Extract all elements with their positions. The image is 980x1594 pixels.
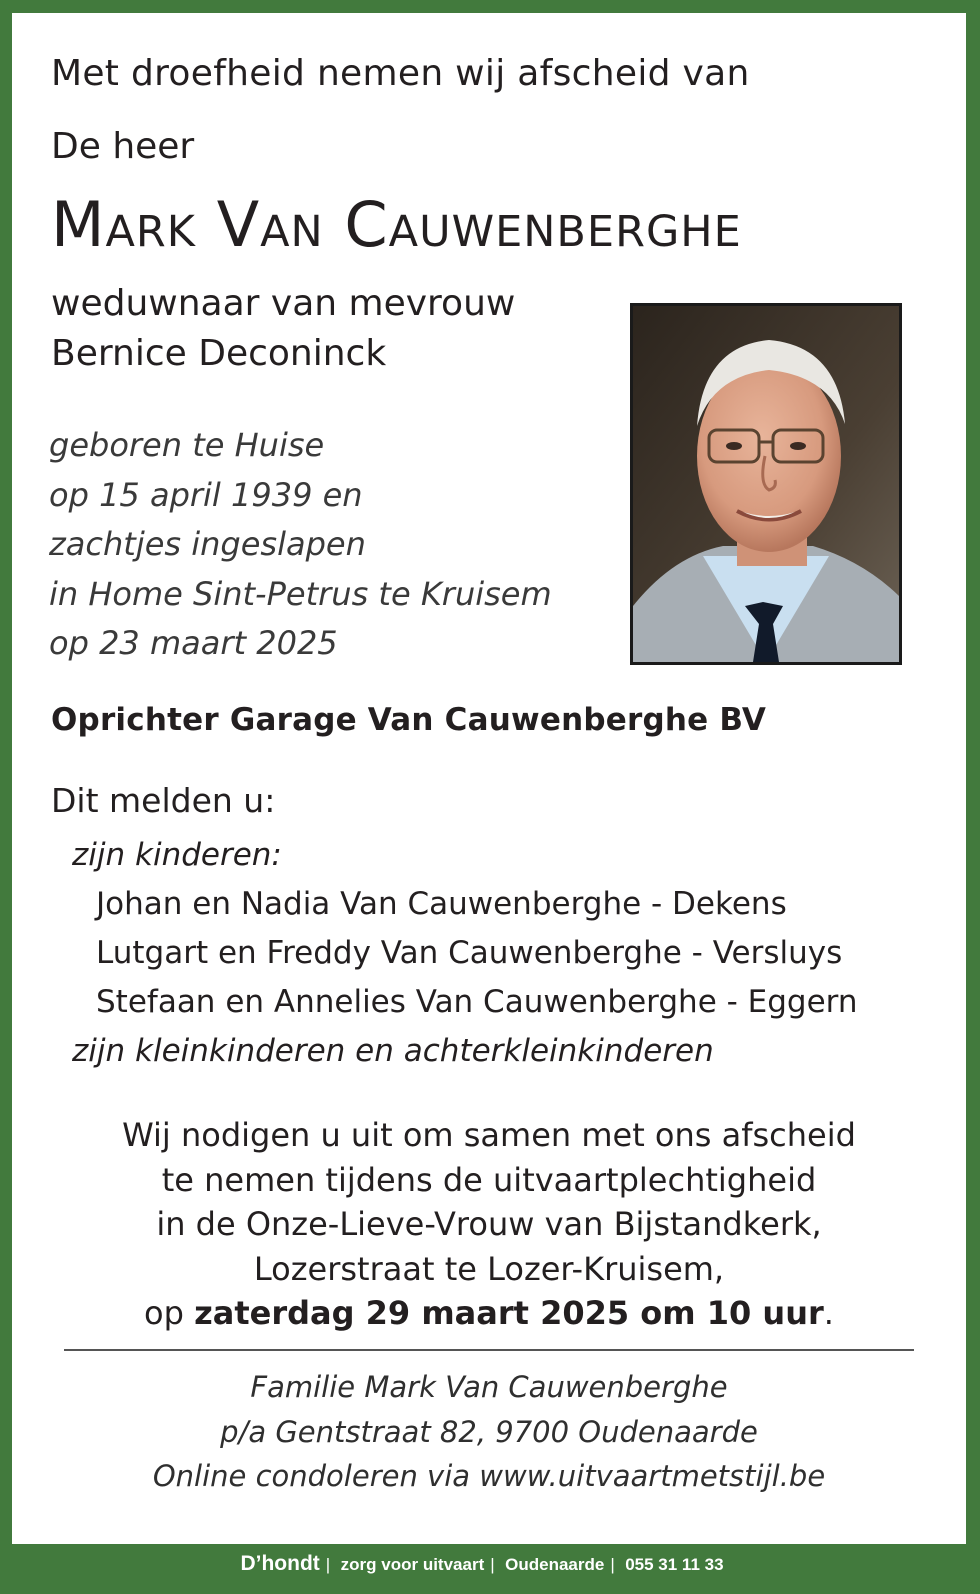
contact-online: Online condoleren via www.uitvaartmetstijl.be: [152, 1459, 826, 1493]
child-family-line: Lutgart en Freddy Van Cauwenberghe - Versluys: [96, 935, 843, 971]
invite-date: zaterdag 29 maart 2025 om 10 uur: [194, 1294, 824, 1332]
widow-line-1: weduwnaar van mevrouw: [51, 283, 516, 324]
invite-line: in de Onze-Lieve-Vrouw van Bijstandkerk,: [156, 1205, 822, 1243]
invite-line: te nemen tijdens de uitvaartplechtigheid: [161, 1160, 817, 1199]
obituary-card: [12, 13, 966, 1544]
footer-row: [0, 1552, 964, 1576]
intro-text: Met droefheid nemen wij afscheid van: [51, 53, 750, 94]
bio-line: op 15 april 1939 en: [49, 475, 363, 514]
footer-separator: |: [610, 1555, 615, 1574]
invite-date-line: [12, 1291, 966, 1336]
footer-separator: |: [325, 1555, 331, 1574]
honorific-title: De heer: [51, 126, 195, 167]
deceased-name: Mark Van Cauwenberghe: [51, 188, 742, 261]
portrait-photo: [630, 303, 902, 665]
footer-separator: |: [490, 1555, 495, 1574]
bio-line: geboren te Huise: [49, 426, 325, 464]
invite-date-suffix: .: [823, 1294, 834, 1332]
bio-block: [49, 421, 552, 669]
invite-line: Wij nodigen u uit om samen met ons afscheid: [122, 1116, 856, 1154]
bio-line: op 23 maart 2025: [49, 624, 338, 662]
children-header: zijn kinderen:: [72, 837, 282, 873]
footer-city: Oudenaarde: [505, 1555, 605, 1574]
footer-service: zorg voor uitvaart: [340, 1555, 485, 1574]
founder-line: Oprichter Garage Van Cauwenberghe BV: [51, 702, 767, 738]
portrait-illustration: [633, 306, 899, 662]
child-family-line: Stefaan en Annelies Van Cauwenberghe - Eggern: [96, 984, 858, 1020]
footer-brand: D’hondt: [240, 1552, 320, 1575]
contact-block: [12, 1365, 966, 1499]
footer-bar: [0, 1544, 980, 1594]
invite-date-prefix: op: [144, 1294, 184, 1332]
inform-line: Dit melden u:: [51, 781, 276, 820]
invite-line: Lozerstraat te Lozer-Kruisem,: [253, 1249, 725, 1288]
grandchildren-line: zijn kleinkinderen en achterkleinkinderen: [72, 1033, 714, 1069]
child-family-line: Johan en Nadia Van Cauwenberghe - Dekens: [96, 886, 787, 922]
divider: [64, 1349, 914, 1351]
footer-phone: 055 31 11 33: [625, 1555, 724, 1574]
widow-line-2: Bernice Deconinck: [51, 333, 387, 374]
bio-line: zachtjes ingeslapen: [49, 525, 366, 563]
contact-family: Familie Mark Van Cauwenberghe: [250, 1370, 728, 1404]
contact-address: p/a Gentstraat 82, 9700 Oudenaarde: [220, 1414, 758, 1449]
family-list: [72, 831, 858, 1076]
bio-line: in Home Sint-Petrus te Kruisem: [49, 574, 552, 613]
funeral-invitation: [12, 1113, 966, 1336]
